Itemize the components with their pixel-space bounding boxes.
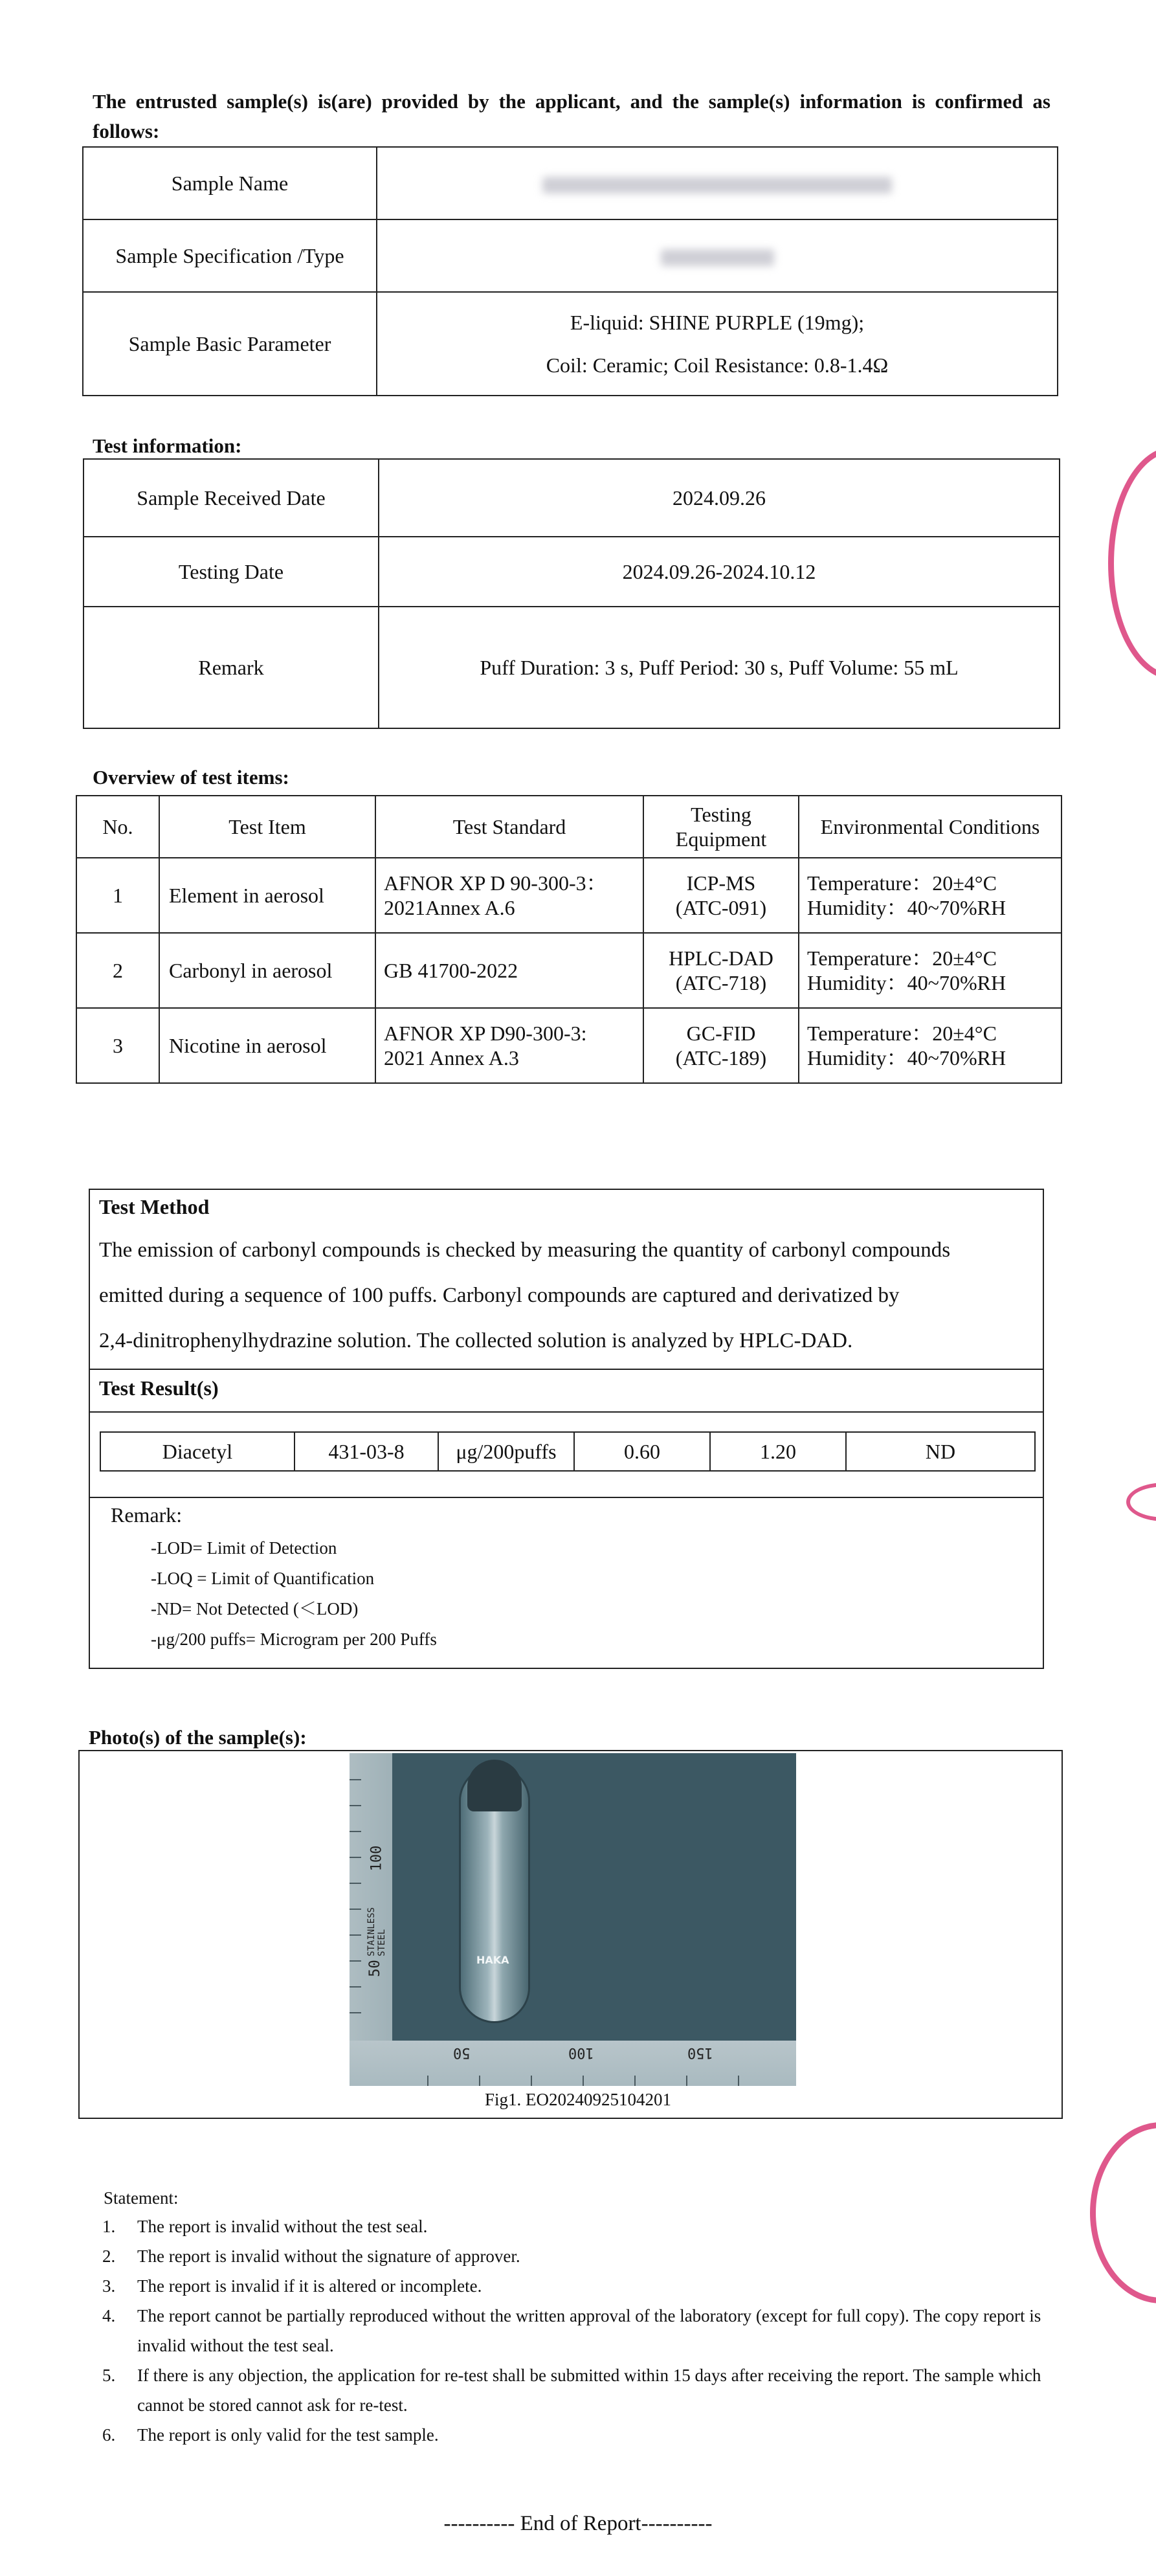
row-equipment: [643, 933, 799, 1008]
col-header-test-item: Test Item: [159, 796, 375, 858]
ruler-tick: [427, 2076, 428, 2086]
test-method-box: [89, 1189, 1044, 1669]
row-no: 3: [76, 1008, 159, 1083]
item-number: 4.: [102, 2306, 116, 2325]
test-info-heading: Test information:: [93, 434, 242, 457]
received-date-label: Sample Received Date: [83, 459, 379, 537]
ruler-label: 50: [453, 2044, 471, 2061]
row-no: 2: [76, 933, 159, 1008]
device-logo: HAKA: [476, 1954, 509, 1966]
divider: [90, 1411, 1043, 1413]
equipment-line: HPLC-DAD: [669, 946, 773, 970]
testing-date-value: 2024.09.26-2024.10.12: [379, 537, 1060, 607]
test-method-text: [99, 1227, 1031, 1363]
photo-title: Photo(s) of the sample(s):: [89, 1726, 307, 1749]
test-result-table: [100, 1431, 1036, 1472]
item-text: The report is invalid without the signature of approver.: [137, 2246, 520, 2266]
ruler-label: 100: [568, 2044, 594, 2061]
ruler-tick: [350, 1831, 361, 1832]
param-line-2: Coil: Ceramic; Coil Resistance: 0.8-1.4Ω: [546, 353, 889, 377]
remark-list: [151, 1533, 437, 1655]
env-line: Temperature：20±4°C: [807, 1022, 997, 1045]
list-item: [97, 2360, 1055, 2420]
col-header-no: No.: [76, 796, 159, 858]
sample-param-label: Sample Basic Parameter: [83, 292, 377, 396]
row-env-conditions: [799, 933, 1062, 1008]
env-line: Humidity：40~70%RH: [807, 896, 1006, 919]
env-line: Temperature：20±4°C: [807, 946, 997, 970]
item-number: 5.: [102, 2366, 116, 2385]
remark-title: Remark:: [111, 1503, 183, 1527]
row-test-item: Nicotine in aerosol: [159, 1008, 375, 1083]
sample-info-table: [82, 146, 1058, 396]
col-header-env-conditions: Environmental Conditions: [799, 796, 1062, 858]
list-item: [97, 2420, 1055, 2450]
received-date-value: 2024.09.26: [379, 459, 1060, 537]
statement-title: Statement:: [104, 2188, 179, 2208]
table-row: [76, 1008, 1062, 1083]
redacted-text: [542, 177, 892, 194]
item-number: 1.: [102, 2217, 116, 2236]
table-header-row: [76, 796, 1062, 858]
standard-line: GB 41700-2022: [384, 959, 518, 982]
env-line: Humidity：40~70%RH: [807, 1046, 1006, 1070]
item-text: The report cannot be partially reproduced without the written approval of the laboratory (except for full copy). The copy report is invalid without the test seal.: [137, 2306, 1041, 2355]
device-mouthpiece: [467, 1760, 522, 1811]
seal-stamp: [1126, 1483, 1156, 1521]
method-line: The emission of carbonyl compounds is checked by measuring the quantity of carbonyl compounds: [99, 1238, 951, 1262]
list-item: [97, 2271, 1055, 2301]
divider: [90, 1497, 1043, 1498]
ruler-tick: [350, 2012, 361, 2013]
photo-caption: Fig1. EO20240925104201: [484, 2090, 671, 2109]
item-number: 3.: [102, 2276, 116, 2296]
row-test-item: Carbonyl in aerosol: [159, 933, 375, 1008]
table-row: [83, 537, 1060, 607]
list-item: -μg/200 puffs= Microgram per 200 Puffs: [151, 1630, 437, 1649]
equipment-line: ICP-MS: [686, 871, 756, 895]
ruler-tick: [350, 1909, 361, 1910]
table-row: [83, 292, 1058, 396]
statement-list: [97, 2212, 1055, 2450]
ruler-label: 150: [687, 2044, 713, 2061]
remark-value: Puff Duration: 3 s, Puff Period: 30 s, Puff Volume: 55 mL: [379, 607, 1060, 728]
col-header-test-standard: Test Standard: [375, 796, 643, 858]
test-method-title: Test Method: [99, 1195, 210, 1218]
equipment-line: (ATC-189): [675, 1046, 767, 1070]
ruler-tick: [350, 1960, 361, 1962]
test-result-title: Test Result(s): [99, 1376, 219, 1400]
testing-date-label: Testing Date: [83, 537, 379, 607]
standard-line: AFNOR XP D 90-300-3：: [384, 871, 607, 895]
end-of-report: ---------- End of Report----------: [443, 2512, 713, 2535]
standard-line: 2021 Annex A.3: [384, 1046, 519, 1070]
ruler-tick: [350, 1883, 361, 1884]
list-item: -LOD= Limit of Detection: [151, 1538, 337, 1558]
env-line: Humidity：40~70%RH: [807, 971, 1006, 994]
sample-info-heading: The entrusted sample(s) is(are) provided by the applicant, and the sample(s) information is confirmed as follows:: [93, 90, 1050, 142]
equipment-line: GC-FID: [686, 1022, 756, 1045]
result-unit: μg/200puffs: [438, 1432, 574, 1471]
item-text: The report is only valid for the test sample.: [137, 2425, 439, 2445]
list-item: -ND= Not Detected (＜LOD): [151, 1599, 359, 1618]
result-cas: 431-03-8: [295, 1432, 438, 1471]
result-lod: 0.60: [574, 1432, 710, 1471]
result-compound: Diacetyl: [100, 1432, 295, 1471]
ruler-tick: [686, 2076, 687, 2086]
ruler-tick: [634, 2076, 636, 2086]
ruler-tick: [350, 1934, 361, 1936]
method-line: 2,4-dinitrophenylhydrazine solution. The collected solution is analyzed by HPLC-DAD.: [99, 1329, 853, 1352]
row-no: 1: [76, 858, 159, 933]
item-number: 2.: [102, 2246, 116, 2266]
sample-name-label: Sample Name: [83, 147, 377, 219]
equipment-line: (ATC-091): [675, 896, 767, 919]
row-env-conditions: [799, 1008, 1062, 1083]
horizontal-ruler: [350, 2041, 796, 2086]
test-info-table: [83, 458, 1060, 729]
table-row: [83, 607, 1060, 728]
list-item: [97, 2212, 1055, 2241]
table-row: [83, 459, 1060, 537]
table-row: [83, 147, 1058, 219]
table-row: [76, 933, 1062, 1008]
param-line-1: E-liquid: SHINE PURPLE (19mg);: [570, 311, 865, 334]
table-row: [100, 1432, 1035, 1471]
ruler-tick: [350, 1986, 361, 1988]
ruler-tick: [350, 1779, 361, 1780]
item-text: The report is invalid without the test seal.: [137, 2217, 428, 2236]
ruler-label: 100: [368, 1845, 385, 1872]
row-env-conditions: [799, 858, 1062, 933]
row-test-standard: [375, 933, 643, 1008]
vertical-ruler: [350, 1753, 392, 2086]
list-item: [97, 2301, 1055, 2360]
ruler-tick: [738, 2076, 739, 2086]
divider: [90, 1369, 1043, 1370]
item-number: 6.: [102, 2425, 116, 2445]
ruler-label: 50: [366, 1960, 383, 1977]
sample-name-value: [377, 147, 1058, 219]
overview-table: [76, 795, 1062, 1084]
ruler-label: STAINLESS STEEL: [366, 1907, 387, 1956]
col-header-testing-equipment: Testing Equipment: [643, 796, 799, 858]
row-test-standard: [375, 1008, 643, 1083]
item-text: The report is invalid if it is altered or incomplete.: [137, 2276, 482, 2296]
remark-label: Remark: [83, 607, 379, 728]
standard-line: 2021Annex A.6: [384, 896, 515, 919]
overview-heading: Overview of test items:: [93, 766, 289, 789]
ruler-tick: [583, 2076, 584, 2086]
ruler-tick: [531, 2076, 532, 2086]
redacted-text: [661, 249, 774, 266]
env-line: Temperature：20±4°C: [807, 871, 997, 895]
row-test-standard: [375, 858, 643, 933]
standard-line: AFNOR XP D90-300-3:: [384, 1022, 587, 1045]
ruler-tick: [479, 2076, 480, 2086]
equipment-line: (ATC-718): [675, 971, 767, 994]
ruler-tick: [350, 1805, 361, 1806]
result-value: ND: [846, 1432, 1035, 1471]
seal-stamp: [1090, 2122, 1156, 2303]
row-equipment: [643, 858, 799, 933]
method-line: emitted during a sequence of 100 puffs. Carbonyl compounds are captured and derivatized by: [99, 1284, 900, 1307]
list-item: -LOQ = Limit of Quantification: [151, 1569, 375, 1588]
sample-photo: [350, 1753, 796, 2086]
sample-spec-value: [377, 219, 1058, 292]
item-text: If there is any objection, the application for re-test shall be submitted within 15 days after receiving the report. The sample which cannot be stored cannot ask for re-test.: [137, 2366, 1041, 2415]
table-row: [76, 858, 1062, 933]
row-equipment: [643, 1008, 799, 1083]
sample-spec-label: Sample Specification /Type: [83, 219, 377, 292]
ruler-tick: [350, 1857, 361, 1858]
sample-param-value: [377, 292, 1058, 396]
result-loq: 1.20: [710, 1432, 846, 1471]
table-row: [83, 219, 1058, 292]
list-item: [97, 2241, 1055, 2271]
seal-stamp: [1108, 447, 1156, 680]
row-test-item: Element in aerosol: [159, 858, 375, 933]
